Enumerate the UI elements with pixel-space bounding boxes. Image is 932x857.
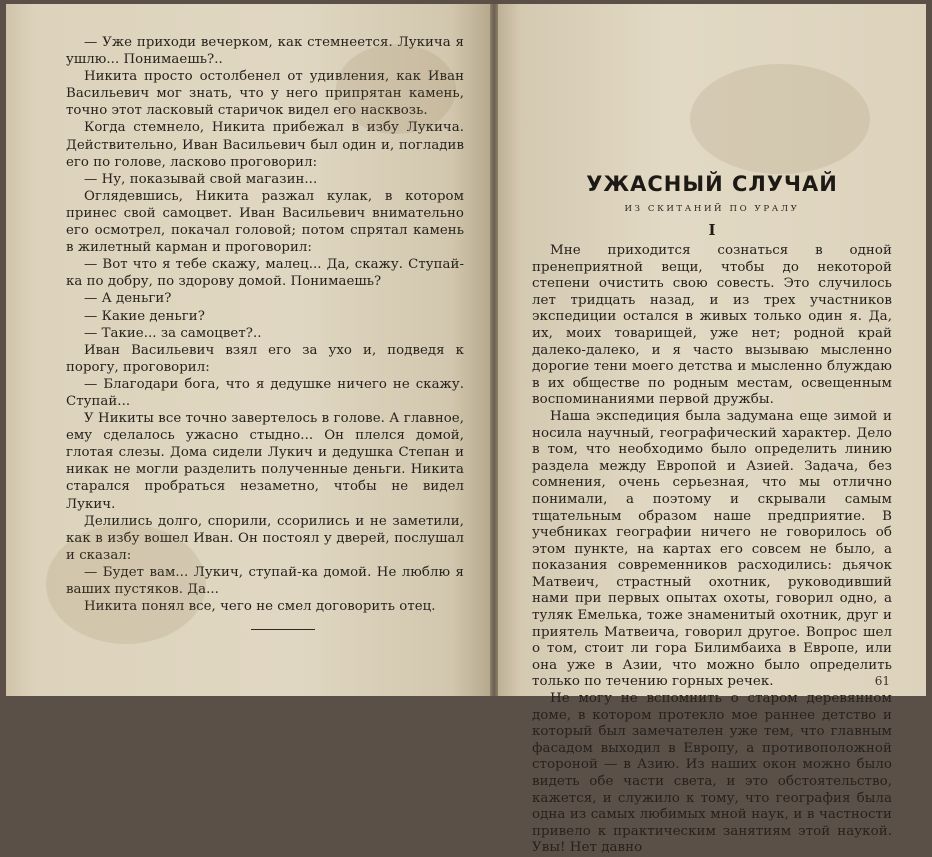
paragraph: Когда стемнело, Никита прибежал в избу Лукича. Действительно, Иван Васильевич был один и, погладив его по голове, ласково проговорил:	[66, 120, 464, 170]
paragraph: — Такие... за самоцвет?..	[84, 325, 262, 341]
paragraph: Мне приходится сознаться в одной пренеприятной вещи, чтобы до некоторой степени очистить свою совесть. Это случилось лет тридцать назад, и из трех участников экспедиции остался в живых только один я. Да, их, моих товарищей, уже нет; родной край далеко-далеко, и я часто вызываю мысленно дорогие тени моего детства и мысленно блуждаю в их обществе по родным местам, освещенным воспоминаниями первой дружбы.	[532, 243, 892, 408]
story-subtitle: ИЗ СКИТАНИЙ ПО УРАЛУ	[624, 204, 800, 214]
paragraph: Иван Васильевич взял его за ухо и, подведя к порогу, проговорил:	[66, 342, 464, 375]
story-title: УЖАСНЫЙ СЛУЧАЙ	[586, 172, 838, 196]
paragraph: Делились долго, спорили, ссорились и не заметили, как в избу вошел Иван. Он постоял у дверей, послушал и сказал:	[66, 513, 464, 563]
paragraph: Не могу не вспомнить о старом деревянном доме, в котором протекло мое раннее детство и который был замечателен уже тем, что главным фасадом выходил в Европу, а противоположной стороной — в Азию. Из наших окон можно было видеть обе части света, и это обстоятельство, кажется, и служило к тому, что география была одна из самых любимых мной наук, и в частности привело к практическим занятиям этой наукой. Увы! Нет давно	[532, 691, 892, 856]
paragraph: Наша экспедиция была задумана еще зимой и носила научный, географический характер. Дело в том, что необходимо было определить линию раздела между Европой и Азией. Задача, без сомнения, очень серьезная, что мы отлично понимали, а поэтому и скрывали самым тщательным образом наше предприятие. В учебниках географии ничего не говорилось об этом пункте, на картах его совсем не было, а показания современников расходились: дьячок Матвеич, страстный охотник, руководивший нами при первых опытах охоты, говорил одно, а туляк Емелька, тоже знаменитый охотник, друг и приятель Матвеича, говорил другое. Вопрос шел о том, стоит ли гора Билимбаиха в Европе, или она уже в Азии, что можно было определить только по течению горных речек.	[532, 408, 892, 690]
paragraph: Никита понял все, чего не смел договорить отец.	[84, 599, 436, 615]
paragraph: — Будет вам... Лукич, ступай-ка домой. Не люблю я ваших пустяков. Да...	[66, 564, 464, 597]
right-page	[490, 4, 926, 856]
paragraph: — Вот что я тебе скажу, малец... Да, скажу. Ступай-ка по добру, по здорову домой. Понимаешь?	[66, 257, 464, 290]
paragraph: — Уже приходи вечерком, как стемнеется. Лукича я ушлю... Понимаешь?..	[66, 35, 464, 68]
page-number: 61	[874, 674, 890, 688]
paragraph: — Благодари бога, что я дедушке ничего не скажу. Ступай...	[66, 376, 464, 409]
paper-stain	[690, 64, 870, 174]
paragraph: — Какие деньги?	[84, 308, 205, 324]
paragraph: — А деньги?	[84, 291, 172, 307]
book-spread	[6, 4, 926, 856]
paragraph: Оглядевшись, Никита разжал кулак, в котором принес свой самоцвет. Иван Васильевич внимательно его осмотрел, покачал головой; потом спрятал камень в жилетный карман и проговорил:	[66, 188, 464, 256]
book-gutter	[490, 4, 498, 696]
paragraph: У Никиты все точно завертелось в голове. А главное, ему сделалось ужасно стыдно... Он плелся домой, глотая слезы. Дома сидели Лукич и дедушка Степан и никак не могли разделить полученные деньги. Никита старался пробраться незаметно, чтобы не видел Лукич.	[66, 411, 464, 512]
left-page	[6, 4, 490, 696]
chapter-number: I	[708, 221, 716, 239]
paragraph: — Ну, показывай свой магазин...	[84, 171, 318, 187]
end-rule	[251, 629, 315, 630]
paragraph: Никита просто остолбенел от удивления, как Иван Васильевич мог знать, что у него припрятан камень, точно этот ласковый старичок видел его насквозь.	[66, 69, 464, 119]
